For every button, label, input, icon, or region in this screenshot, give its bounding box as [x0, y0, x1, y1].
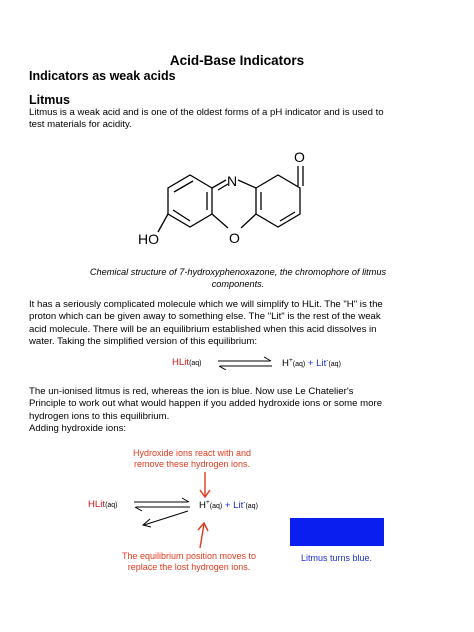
state-label: (aq) — [328, 361, 341, 368]
nitrogen-label: N — [227, 173, 238, 189]
note-line: remove these hydrogen ions. — [133, 459, 251, 469]
para-line: proton which can be given away to something else. The "Lit" is the rest of the weak — [29, 311, 381, 323]
products-2 — [199, 499, 258, 511]
intro-paragraph — [29, 107, 384, 132]
hydrogen-ion-label: H — [199, 500, 206, 511]
para-line: acid molecule. There will be an equilibrium established when this acid dissolves in — [29, 323, 377, 335]
note-line: The equilibrium position moves to — [121, 551, 257, 561]
charge-plus: + — [205, 499, 210, 506]
plus-sign: + — [224, 500, 231, 511]
state-label: (aq) — [189, 360, 202, 367]
le-chatelier-paragraph — [29, 386, 449, 436]
state-label: (aq) — [245, 503, 258, 510]
para-line: water. Taking the simplified version of this equilibrium: — [29, 336, 258, 348]
para-line: Principle to work out what would happen if you added hydroxide ions or some more — [29, 398, 383, 410]
para-line: The un-ionised litmus is red, whereas the ion is blue. Now use Le Chatelier's — [29, 386, 354, 397]
keto-oxygen-label: O — [294, 149, 305, 165]
caption-line: components. — [211, 279, 265, 289]
charge-plus: + — [288, 357, 293, 364]
annotation-equilibrium — [104, 551, 274, 573]
page-title: Acid-Base Indicators — [169, 53, 305, 68]
blue-color-swatch — [290, 518, 384, 546]
caption-line: Chemical structure of 7-hydroxyphenoxazone, the chromophore of litmus — [89, 267, 387, 277]
lit-ion-label: Lit — [233, 500, 244, 511]
equilibrium-equation-2 — [88, 499, 118, 510]
lit-ion-label: Lit — [316, 358, 327, 369]
equilibrium-arrows-2 — [132, 497, 192, 529]
note-line: replace the lost hydrogen ions. — [127, 562, 251, 572]
state-label: (aq) — [105, 502, 118, 509]
equilibrium-arrows — [216, 356, 274, 370]
charge-minus: - — [243, 499, 246, 506]
plus-sign: + — [307, 358, 314, 369]
figure-caption — [60, 266, 416, 290]
intro-line: test materials for acidity. — [29, 119, 132, 131]
hydrogen-ion-label: H — [282, 358, 289, 369]
red-down-arrow — [198, 470, 212, 500]
state-label: (aq) — [292, 361, 306, 368]
charge-minus: - — [326, 357, 329, 364]
red-up-arrow — [190, 520, 210, 550]
para-line: hydrogen ions to this equilibrium. — [29, 410, 170, 422]
subtitle: Indicators as weak acids — [29, 69, 176, 83]
state-label: (aq) — [209, 503, 223, 510]
hlit-label: HLit — [88, 499, 106, 510]
para-line: Adding hydroxide ions: — [29, 423, 127, 435]
intro-line: Litmus is a weak acid and is one of the oldest forms of a pH indicator and is used to — [29, 107, 384, 118]
note-line: Hydroxide ions react with and — [132, 448, 252, 458]
equilibrium-equation — [172, 357, 202, 368]
explanation-paragraph — [29, 299, 449, 349]
annotation-hydroxide — [117, 448, 267, 470]
swatch-label: Litmus turns blue. — [301, 553, 373, 563]
chemical-structure — [130, 142, 340, 257]
section-heading-litmus: Litmus — [29, 93, 70, 107]
hlit-label: HLit — [172, 357, 190, 368]
products — [282, 357, 341, 369]
para-line: It has a seriously complicated molecule which we will simplify to HLit. The "H" is the — [29, 299, 383, 310]
hydroxyl-label: HO — [138, 231, 159, 247]
ring-oxygen-label: O — [229, 230, 240, 246]
